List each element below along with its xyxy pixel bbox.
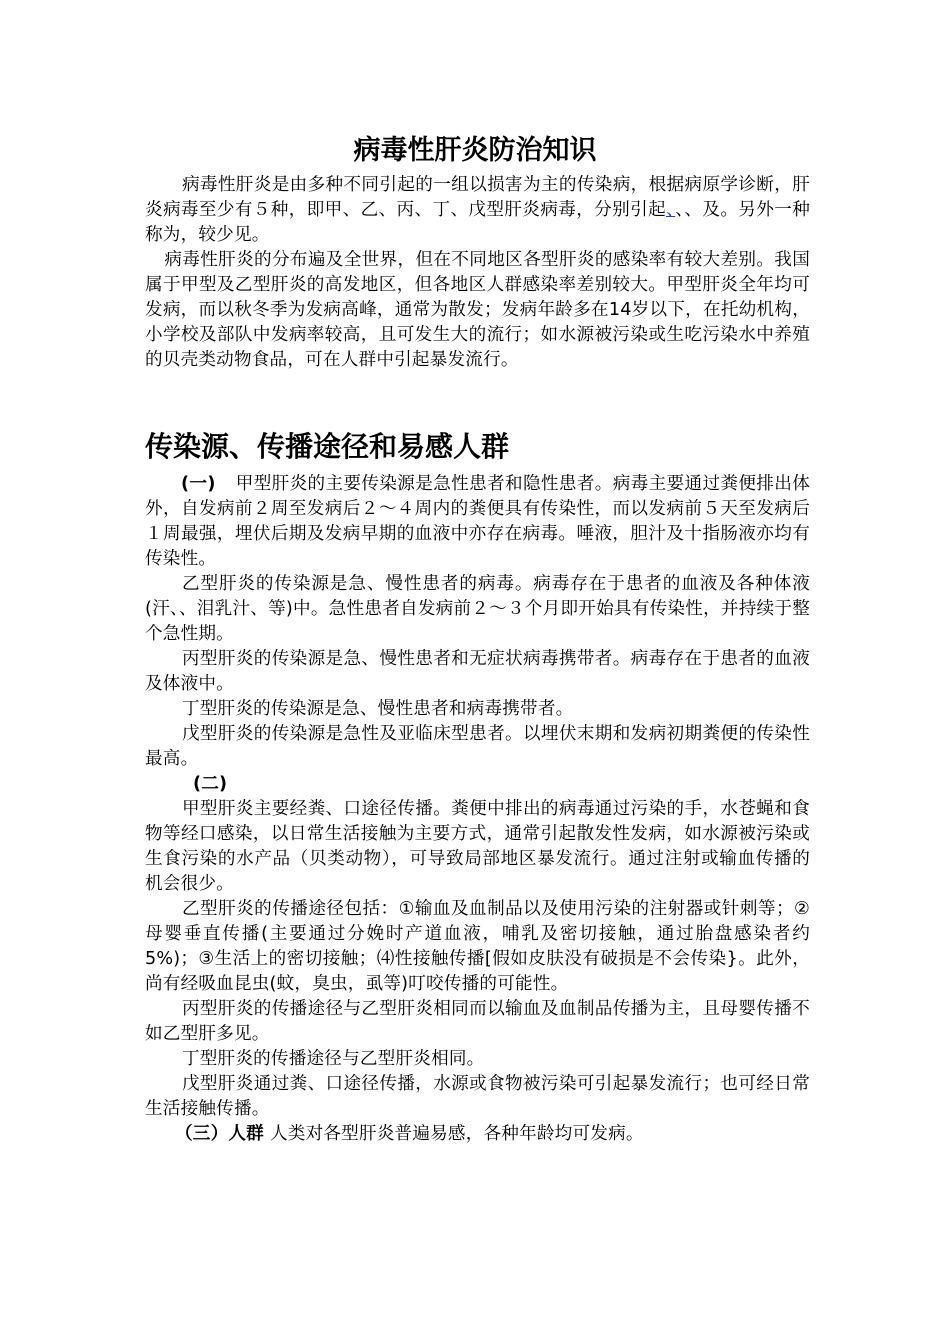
part1-paragraph-5: 戊型肝炎的传染源是急性及亚临床型患者。以埋伏末期和发病初期粪便的传染性最高。 [145,724,810,769]
intro-paragraph-1 [145,173,810,248]
section-heading: 传染源、传播途径和易感人群 [145,430,510,463]
intro-link[interactable]: 、 [666,200,676,220]
part3-label: （三）人群 [175,1124,264,1144]
part3-line [145,1122,810,1147]
part2-paragraph-3: 丙型肝炎的传播途径与乙型肝炎相同而以输血及血制品传播为主，且母婴传播不如乙型肝多见。 [145,999,810,1044]
part2-label: (二) [193,774,228,794]
part2-label-line [145,772,810,797]
section-body [145,472,810,1147]
part1-paragraph-2: 乙型肝炎的传染源是急、慢性患者的病毒。病毒存在于患者的血液及各种体液(汗、、泪乳汁、等)中。急性患者自发病前２～３个月即开始具有传染性，并持续于整个急性期。 [145,574,810,644]
part3-text: 人类对各型肝炎普遍易感，各种年龄均可发病。 [269,1124,644,1144]
part1-label: (一) [181,474,216,494]
part2-paragraph-2: 乙型肝炎的传播途径包括：①输血及血制品以及使用污染的注射器或针刺等；②母婴垂直传播(主要通过分娩时产道血液，哺乳及密切接触，通过胎盘感染者约5%)；③生活上的密切接触；⑷性接触传播[假如皮肤没有破损是不会传染}。此外，尚有经吸血昆虫(蚊，臭虫，虱等)叮咬传播的可能性。 [145,899,810,994]
intro-p1-text-b: 、、及。另外一种称为，较少见。 [145,200,810,245]
part2-paragraph-5: 戊型肝炎通过粪、口途径传播，水源或食物被污染可引起暴发流行；也可经日常生活接触传播。 [145,1074,810,1119]
document-title: 病毒性肝炎防治知识 [353,135,597,166]
part2-paragraph-1: 甲型肝炎主要经粪、口途径传播。粪便中排出的病毒通过污染的手，水苍蝇和食物等经口感染，以日常生活接触为主要方式，通常引起散发性发病，如水源被污染或生食污染的水产品（贝类动物），可导致局部地区暴发流行。通过注射或输血传播的机会很少。 [145,799,810,894]
part1-paragraph-1 [145,472,810,572]
intro-block [145,173,810,373]
part1-paragraph-4: 丁型肝炎的传染源是急、慢性患者和病毒携带者。 [181,699,574,719]
part2-paragraph-4: 丁型肝炎的传播途径与乙型肝炎相同。 [181,1049,485,1069]
part1-p1-text: 甲型肝炎的主要传染源是急性患者和隐性患者。病毒主要通过粪便排出体外，自发病前２周至发病后２～４周内的粪便具有传染性，而以发病前５天至发病后１周最强，埋伏后期及发病早期的血液中亦存在病毒。唾液，胆汁及十指肠液亦均有传染性。 [145,474,810,569]
part1-paragraph-3: 丙型肝炎的传染源是急、慢性患者和无症状病毒携带者。病毒存在于患者的血液及体液中。 [145,649,810,694]
intro-p1-text-a: 病毒性肝炎是由多种不同引起的一组以损害为主的传染病，根据病原学诊断，肝炎病毒至少有５种，即甲、乙、丙、丁、戊型肝炎病毒，分别引起 [145,175,810,220]
intro-paragraph-2: 病毒性肝炎的分布遍及全世界，但在不同地区各型肝炎的感染率有较大差别。我国属于甲型及乙型肝炎的高发地区，但各地区人群感染率差别较大。甲型肝炎全年均可发病，而以秋冬季为发病高峰，通常为散发；发病年龄多在14岁以下，在托幼机构，小学校及部队中发病率较高，且可发生大的流行；如水源被污染或生吃污染水中养殖的贝壳类动物食品，可在人群中引起暴发流行。 [145,250,810,370]
